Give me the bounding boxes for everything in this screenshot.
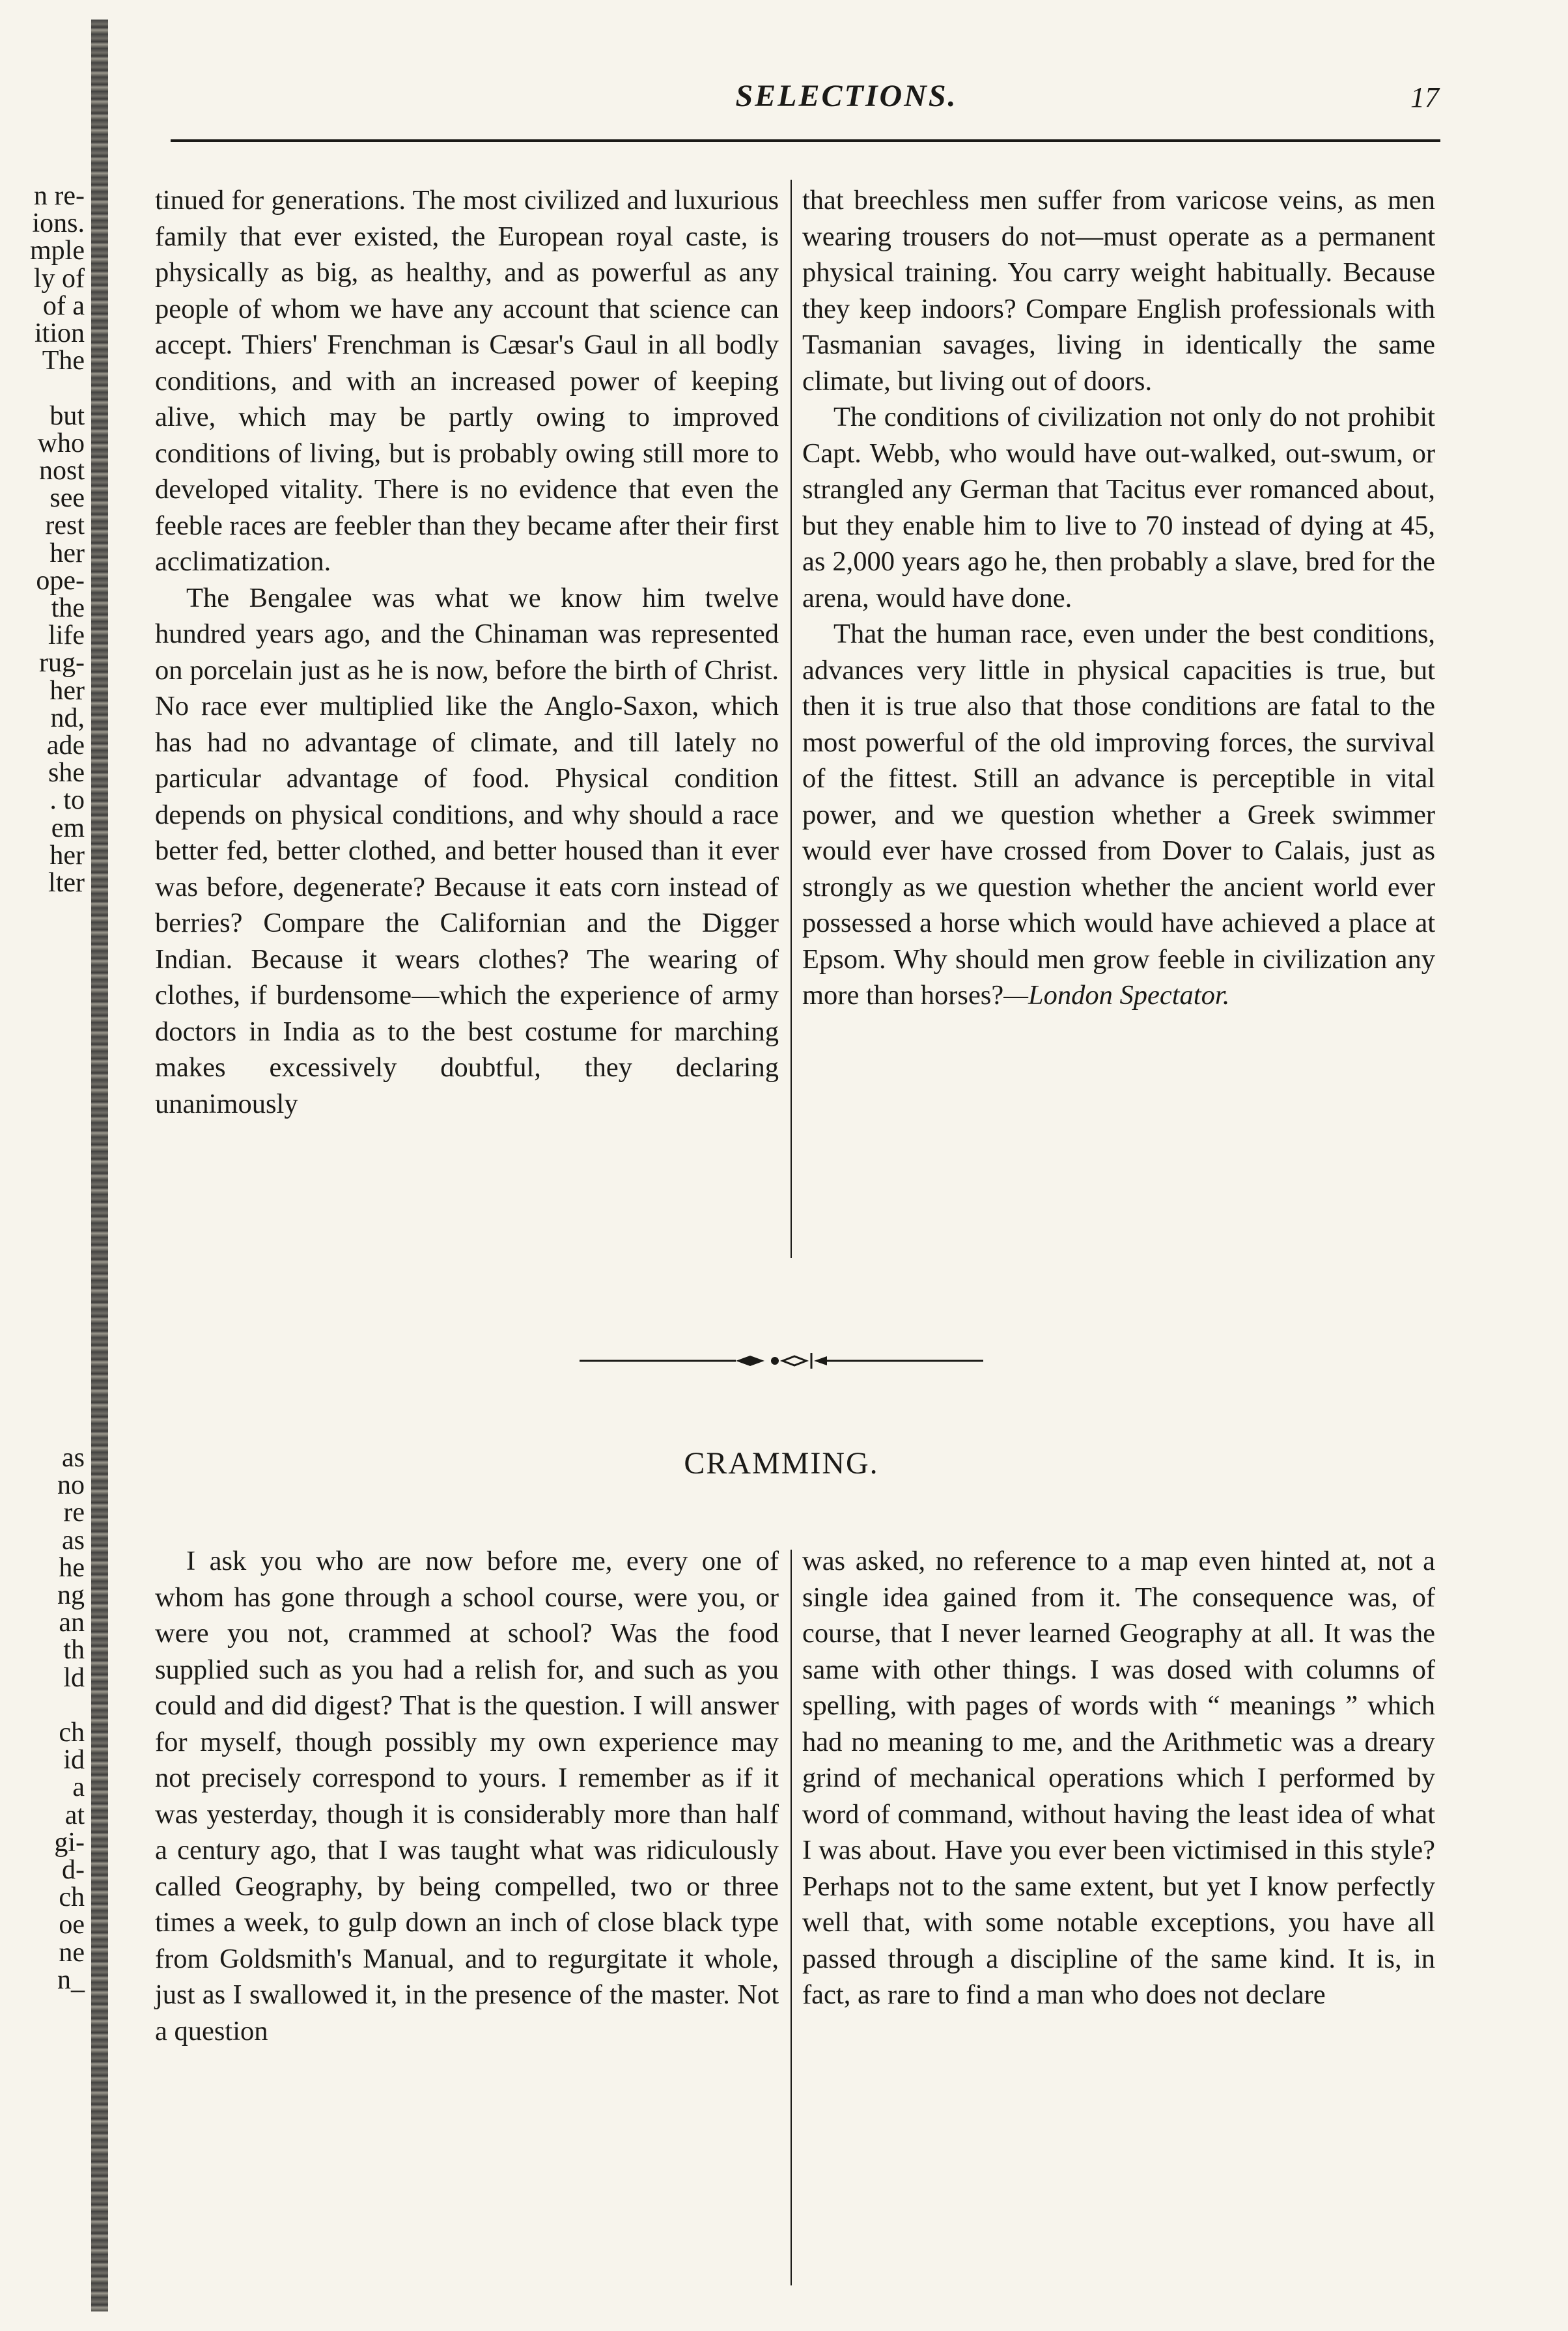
section-title: CRAMMING.: [684, 1446, 879, 1481]
gutter-fragment: ope-: [36, 565, 85, 596]
gutter-fragment: an: [59, 1608, 85, 1638]
gutter-fragment: life: [48, 621, 85, 651]
gutter-fragment: ld: [63, 1662, 85, 1693]
gutter-fragment: a: [72, 1772, 85, 1803]
article-2-right-column: [802, 1543, 1435, 2013]
gutter-fragment: her: [49, 538, 85, 568]
gutter-fragment: gi-: [54, 1827, 85, 1858]
column-divider: [791, 1550, 792, 2285]
gutter-fragment: of a: [42, 290, 85, 321]
paragraph-text: That the human race, even under the best conditions, advances very little in physical capacities is true, but then it is true also that those conditions are fatal to the most powerful of the old improving forces, the survival of the fittest. Still an advance is perceptible in vital power, and we question whether a Greek swimmer would ever have crossed from Dover to Calais, just as strongly as we question whether the ancient world ever possessed a horse which would have achieved a place at Epsom. Why should men grow feeble in civilization any more than horses?: [802, 619, 1435, 1011]
paragraph: The conditions of civilization not only do not prohibit Capt. Webb, who would have out-walked, out-swum, or strangled any German that Tacitus ever romanced about, but they enable him to live to 70 instead of dying at 45, as 2,000 years ago he, then probably a slave, bred for the arena, would have done.: [802, 402, 1435, 613]
gutter-fragment: ne: [59, 1937, 85, 1968]
gutter-fragment: id: [63, 1745, 85, 1776]
page-number: 17: [1410, 81, 1439, 113]
gutter-fragment: as: [62, 1525, 85, 1556]
gutter-fragment: rug-: [39, 648, 85, 678]
gutter-fragment: as: [62, 1443, 85, 1473]
gutter-fragment: The: [42, 346, 85, 376]
source-credit: —London Spectator.: [1003, 980, 1230, 1011]
article-2-left-column: [155, 1543, 779, 2049]
paragraph: The Bengalee was what we know him twelve hundred years ago, and the Chinaman was represented on porcelain just as he is now, before the birth of Christ. No race ever multiplied like the Anglo-Saxon, which has had no advantage of climate, and till lately no particular advantage of food. Physical condition depends on physical conditions, and why should a race better fed, better clothed, and better housed than it ever was before, degenerate? Because it eats corn instead of berries? Compare the Californian and the Digger Indian. Because it wears clothes? The wearing of clothes, if burdensome—which the experience of army doctors in India as to the best costume for marching makes excessively doubtful, they declaring unanimously: [155, 582, 779, 1119]
running-head: SELECTIONS.: [735, 79, 958, 113]
article-1-left-column: [155, 182, 779, 1122]
gutter-fragment: ition: [34, 318, 85, 348]
gutter-fragment: em: [51, 813, 85, 843]
gutter-fragment: n re-: [33, 181, 85, 211]
header-rule: [171, 139, 1440, 142]
gutter-fragment: rest: [45, 510, 85, 541]
gutter-fragment: n_: [57, 1964, 85, 1995]
gutter-fragment: ch: [59, 1718, 85, 1748]
gutter-fragment: re: [63, 1498, 85, 1528]
gutter-fragment: no: [57, 1470, 85, 1501]
gutter-fragment: d-: [62, 1855, 85, 1885]
gutter-fragment: lter: [48, 868, 85, 898]
gutter-fragment: . to: [49, 785, 85, 816]
gutter-fragment: mple: [30, 236, 85, 266]
gutter-fragment: nost: [38, 456, 85, 486]
gutter-fragment: ng: [57, 1580, 85, 1610]
gutter-fragment: the: [51, 593, 85, 623]
gutter-fragment: ade: [46, 731, 85, 761]
section-ornament: [580, 1348, 983, 1374]
paragraph: tinued for generations. The most civilized and luxurious family that ever existed, the European royal caste, is physically as big, as healthy, and as powerful as any people of whom we have any account that science can accept. Thiers' Frenchman is Cæsar's Gaul in all bodly conditions, and with an increased power of keeping alive, which may be partly owing to improved conditions of living, but is probably owing still more to developed vitality. There is no evidence that even the feeble races are feebler than they became after their first acclimatization.: [155, 185, 779, 577]
paragraph: I ask you who are now before me, every one of whom has gone through a school course, were you, or were you not, crammed at school? Was the food supplied such as you had a relish for, and such as you could and did digest? That is the question. I will answer for myself, though possibly my own experience may not precisely correspond to yours. I remember as if it was yesterday, though it is considerably more than half a century ago, that I was taught what was ridiculously called Geography, by being compelled, two or three times a week, to gulp down an inch of close black type from Goldsmith's Manual, and to regurgitate it whole, just as I swallowed it, in the presence of the master. Not a question: [155, 1546, 779, 2046]
gutter-fragment: ions.: [32, 208, 85, 239]
gutter-fragment: see: [49, 483, 85, 514]
paragraph: [802, 616, 1435, 1014]
gutter-fragment: ly of: [33, 263, 85, 294]
article-1-right-column: [802, 182, 1435, 1014]
gutter-fragment: at: [64, 1800, 85, 1830]
gutter-fragment: ch: [59, 1882, 85, 1913]
gutter-fragment: nd,: [50, 703, 85, 733]
gutter-fragment: who: [37, 428, 85, 458]
adjacent-page-gutter: [0, 0, 124, 2331]
gutter-fragment: th: [63, 1635, 85, 1666]
gutter-fragment: but: [49, 400, 85, 431]
gutter-fragment: oe: [59, 1910, 85, 1940]
column-divider: [791, 180, 792, 1258]
gutter-fragment: her: [49, 840, 85, 871]
gutter-fragment: he: [59, 1552, 85, 1583]
gutter-fragment: she: [48, 758, 85, 789]
paragraph: that breechless men suffer from varicose veins, as men wearing trousers do not—must operate as a permanent physical training. You carry weight habitually. Because they keep indoors? Compare English professionals with Tasmanian savages, living in identically the same climate, but living out of doors.: [802, 185, 1435, 397]
paragraph: was asked, no reference to a map even hinted at, not a single idea gained from it. The consequence was, of course, that I never learned Geography at all. It was the same with other things. I was dosed with columns of spelling, with pages of words with “ meanings ” which had no meaning to me, and the Arithmetic was a dreary grind of mechanical operations which I performed by word of command, without having the least idea of what I was about. Have you ever been victimised in this style? Perhaps not to the same extent, but yet I know perfectly well that, with some notable exceptions, you have all passed through a discipline of the same kind. It is, in fact, as rare to find a man who does not declare: [802, 1546, 1435, 2010]
gutter-fragment: her: [49, 675, 85, 706]
